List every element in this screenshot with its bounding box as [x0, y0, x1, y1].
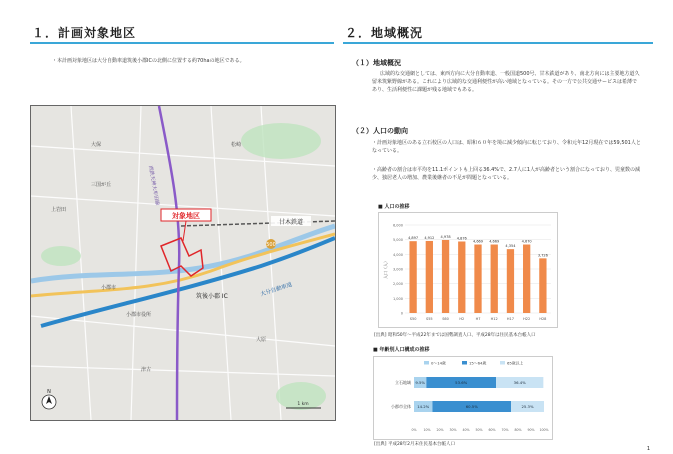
age-category-label: 小郡市全体 [391, 404, 411, 409]
y-tick-label: 5,000 [392, 238, 403, 243]
population-chart [378, 212, 558, 328]
bar-value-label: 4,354 [505, 244, 516, 249]
population-bar [539, 258, 546, 313]
scale-label: 1 km [297, 402, 309, 407]
x-tick-label: S50 [409, 317, 417, 321]
bar-value-label: 4,669 [489, 239, 500, 244]
x-tick-label: H7 [475, 317, 481, 321]
bar-value-label: 4,897 [408, 236, 419, 241]
x-tick-label: 60% [488, 428, 496, 432]
x-tick-label: 0% [411, 428, 417, 432]
x-tick-label: 70% [501, 428, 509, 432]
bar-value-label: 4,876 [456, 236, 467, 241]
legend-swatch [462, 361, 467, 365]
x-tick-label: 100% [539, 428, 549, 432]
population-bar [409, 241, 416, 313]
age-segment-label: 14.2% [417, 404, 430, 409]
x-tick-label: H22 [523, 317, 531, 321]
chart2-source: [出典] 平成28年2月末住民基本台帳人口 [374, 442, 456, 447]
bar-value-label: 4,669 [472, 239, 484, 244]
location-map [30, 105, 336, 421]
x-tick-label: H12 [490, 317, 498, 321]
age-segment-label: 53.6% [455, 380, 468, 385]
map-place-1: 大保 [91, 142, 102, 148]
legend-swatch [424, 361, 429, 365]
x-tick-label: S55 [425, 317, 433, 321]
map-place-6: 三国が丘 [91, 182, 112, 188]
y-tick-label: 0 [400, 311, 403, 316]
population-bar [442, 240, 449, 313]
x-tick-label: 20% [436, 428, 444, 432]
y-tick-label: 2,000 [392, 282, 403, 287]
chart2-title: ■ 年齢別人口構成の推移 [373, 347, 430, 353]
population-bar [426, 241, 433, 313]
age-segment-label: 25.3% [521, 404, 534, 409]
map-rail1-label: 甘木鉄道 [278, 219, 304, 226]
age-segment-label: 36.4% [513, 380, 526, 385]
map-place-0: 小郡市 [101, 285, 117, 291]
chart1-title: ■ 人口の推移 [378, 204, 410, 210]
left-title-rule [30, 42, 334, 44]
age-segment-label: 60.5% [465, 404, 478, 409]
map-place-4: 上岩田 [51, 207, 67, 213]
map-highway-label: 大分自動車道 [259, 281, 294, 298]
s2-bullet-1: ・計画対象地区のある立石校区の人口は、昭和６０年を境に減少傾向に転じており、令和元年12月現在では59,501人となっている。 [372, 140, 641, 154]
left-section-title: １．計画対象地区 [32, 26, 137, 40]
y-axis-label: 人口（人） [383, 259, 388, 279]
x-tick-label: H17 [506, 317, 514, 321]
map-place-5: 津古 [141, 367, 152, 373]
map-target-label: 対象地区 [172, 212, 200, 220]
population-bar [458, 241, 465, 313]
population-bar [491, 245, 498, 313]
y-tick-label: 6,000 [392, 223, 403, 228]
bar-value-label: 3,726 [537, 253, 548, 258]
x-tick-label: H2 [459, 317, 465, 321]
map-rail2-label: 西鉄天神大牟田線 [147, 165, 160, 206]
bar-value-label: 4,670 [521, 239, 532, 244]
route-500-badge: 500 [266, 242, 276, 248]
age-category-label: 立石地域 [395, 380, 411, 385]
population-chart-svg [379, 213, 557, 327]
s2-bullet-2: ・高齢者の割合は市平均を11.1ポイントも上回る36.4%で、2.7人に1人が高齢者という割合になっており、児童数の減少、独居老人の増加、農業後継者の不足が問題となっている。 [372, 167, 641, 181]
population-bar [507, 249, 514, 313]
x-tick-label: 10% [423, 428, 431, 432]
bar-value-label: 4,978 [440, 234, 451, 239]
age-structure-chart-svg [374, 357, 552, 439]
legend-label: 15〜64歳 [469, 360, 487, 366]
x-tick-label: 90% [527, 428, 535, 432]
y-tick-label: 4,000 [392, 252, 403, 257]
age-segment-label: 9.5% [415, 380, 426, 385]
map-ic-label: 筑後小郡 IC [196, 293, 228, 300]
age-structure-chart [373, 356, 553, 440]
legend-swatch [500, 361, 505, 365]
s2-heading: （２）人口の動向 [352, 127, 408, 135]
population-bar [474, 245, 481, 313]
bar-value-label: 4,912 [424, 235, 435, 240]
right-title-rule [343, 42, 653, 44]
x-tick-label: 50% [475, 428, 483, 432]
page-number: 1 [646, 446, 650, 452]
s1-body: 広域的な交通網としては、東西方向に大分自動車道、一般国道500号、甘木鉄道があり、南北方向には主要地方道久留米筑紫野線がある。これにより広域的な交通利便性が高い地域となっている。その一方で公共交通サービスは希薄であり、生活利便性に課題が残る地域でもある。 [372, 71, 640, 93]
x-tick-label: 40% [462, 428, 470, 432]
x-tick-label: H28 [539, 317, 547, 321]
s1-heading: （１）地域概況 [352, 59, 401, 67]
y-tick-label: 1,000 [392, 296, 403, 301]
x-tick-label: 80% [514, 428, 522, 432]
left-intro-text: ・本計画対象地区は大分自動車道筑後小郡ICの北側に位置する約70haの地区である。 [52, 58, 245, 64]
legend-label: 0〜14歳 [431, 360, 446, 366]
map-canvas [31, 106, 335, 420]
right-section-title: ２．地域概況 [345, 26, 424, 40]
legend-label: 65歳以上 [507, 360, 524, 366]
north-label: N [47, 389, 51, 395]
map-place-7: 小郡市役所 [126, 312, 152, 318]
y-tick-label: 3,000 [392, 267, 403, 272]
population-bar [523, 245, 530, 313]
x-tick-label: S60 [442, 317, 449, 321]
map-place-3: 大原 [256, 337, 267, 343]
chart1-source: [出典] 昭和50年〜平成22年までは国勢調査人口、平成28年は住民基本台帳人口 [374, 333, 536, 338]
map-place-2: 松崎 [231, 142, 242, 148]
x-tick-label: 30% [449, 428, 457, 432]
